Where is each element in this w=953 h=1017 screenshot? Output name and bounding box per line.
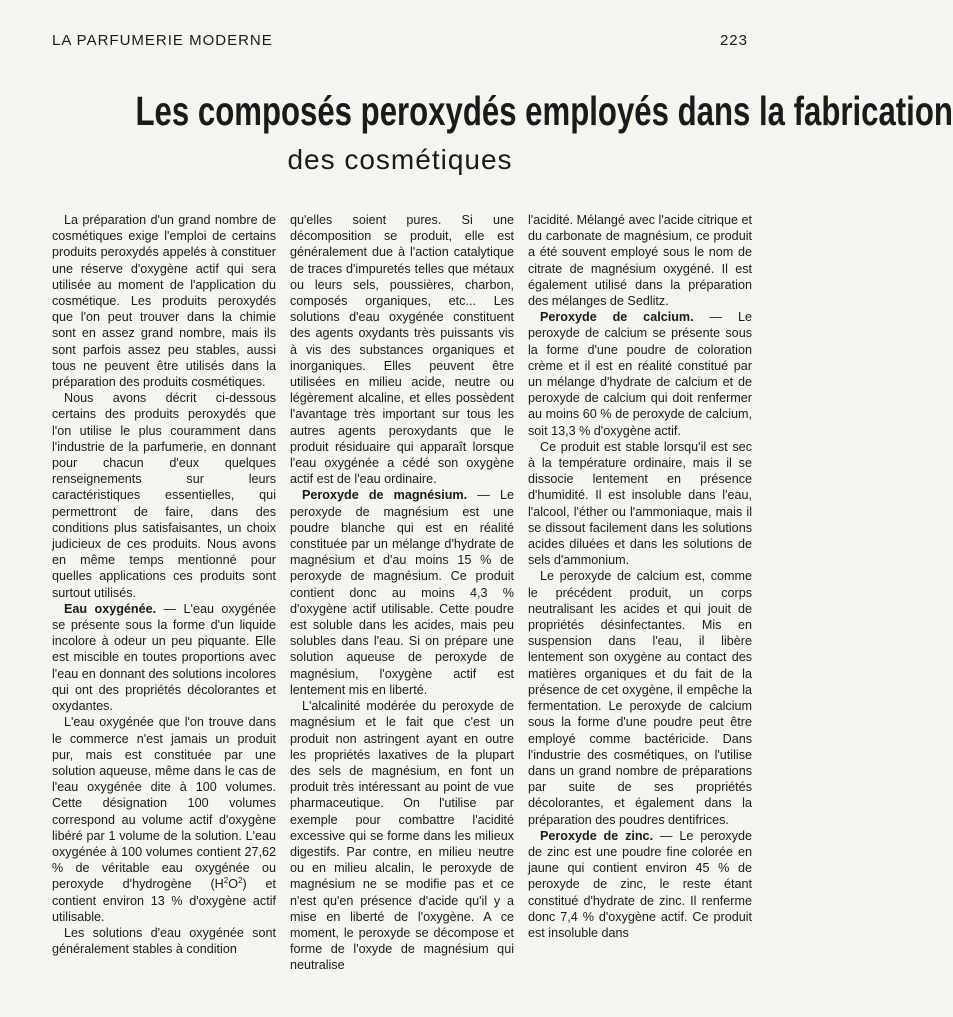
- paragraph: Peroxyde de calcium. — Le peroxyde de calcium se présente sous la forme d'une poudre de coloration crème et il est en réalité constitué par un mélange d'hydrate de calcium et de peroxyde de calcium qui doit renfermer au moins 60 % de peroxyde de calcium, soit 13,3 % d'oxygène actif.: [528, 310, 752, 438]
- paragraph: Peroxyde de zinc. — Le peroxyde de zinc est une poudre fine colorée en jaune qui contient environ 45 % de peroxyde de zinc, le reste étant constitué d'hydrate de zinc. Il renferme donc 7,4 % d'oxygène actif. Ce produit est insoluble dans: [528, 828, 752, 940]
- paragraph: qu'elles soient pures. Si une décomposition se produit, elle est généralement due à l'action catalytique de traces d'impuretés telles que métaux ou leurs sels, poussières, charbon, composés organiques, etc... Les solutions d'eau oxygénée constituent des agents oxydants très puissants vis à vis des substances organiques et inorganiques. Elles peuvent être utilisées en milieu acide, neutre ou légèrement alcaline, et elles possèdent l'avantage très important sur tous les autres agents peroxydants que le produit résiduaire qui apparaît lorsque l'eau oxygénée a cédé son oxygène actif est de l'eau ordinaire.: [290, 213, 514, 487]
- paragraph: Le peroxyde de calcium est, comme le précédent produit, un corps neutralisant les acides et qui jouit de propriétés désinfectantes. Mis en suspension dans l'eau, il libère lentement son oxygène au contact des matières organiques et du fait de la présence de cet oxygène, il empêche la fermentation. Le peroxyde de calcium sous la forme d'une poudre peut être employé comme bactéricide. Dans l'industrie des cosmétiques, on l'utilise dans un grand nombre de préparations par suite de ses propriétés décolorantes, et également dans la préparation des poudres dentifrices.: [528, 569, 752, 827]
- section-heading-eau-oxygenee: Eau oxygénée.: [64, 601, 157, 616]
- article-subtitle: des cosmétiques: [287, 144, 513, 175]
- section-heading-peroxyde-calcium: Peroxyde de calcium.: [540, 310, 694, 325]
- paragraph: Nous avons décrit ci-dessous certains des produits peroxydés que l'on utilise le plus couramment dans l'industrie de la parfumerie, en donnant pour chacun d'eux quelques renseignements sur leurs caractéristiques essentielles, qui permettront de faire, dans des conditions plus satisfaisantes, un choix judicieux de ces produits. Nous avons en même temps mentionné pour quelles applications ces produits sont surtout utilisés.: [52, 391, 276, 600]
- paragraph: l'acidité. Mélangé avec l'acide citrique et du carbonate de magnésium, ce produit a été souvent employé sous le nom de citrate de magnésium oxygéné. Il est également utilisé dans la préparation des mélanges de Sedlitz.: [528, 213, 752, 309]
- paragraph: L'eau oxygénée que l'on trouve dans le commerce n'est jamais un produit pur, mais est constituée par une solution aqueuse, même dans le cas de l'eau oxygénée dite à 100 volumes. Cette désignation 100 volumes correspond au volume actif d'oxygène libéré par 1 volume de la solution. L'eau oxygénée à 100 volumes contient 27,62 % de véritable eau oxygénée ou peroxyde d'hydrogène $(H^2O^2)$ et contient environ 13 % d'oxygène actif utilisable.: [52, 715, 276, 924]
- page-number: 223: [719, 32, 748, 49]
- paragraph: L'alcalinité modérée du peroxyde de magnésium et le fait que c'est un produit non astringent ayant en outre les propriétés laxatives de la plupart des sels de magnésium, en font un produit très intéressant au point de vue pharmaceutique. On l'utilise par exemple pour combattre l'acidité excessive qui se forme dans les milieux digestifs. Par contre, en milieu neutre ou en milieu alcalin, le peroxyde de magnésium ne se modifie pas et ce n'est qu'en présence d'acide qu'il y a mise en liberté de l'oxygène. A ce moment, le peroxyde se décompose et forme de l'oxyde de magnésium qui neutralise: [290, 699, 514, 973]
- section-heading-peroxyde-zinc: Peroxyde de zinc.: [540, 828, 654, 843]
- paragraph: La préparation d'un grand nombre de cosmétiques exige l'emploi de certains produits peroxydés appelés à constituer une réserve d'oxygène actif qui sera utilisée au moment de l'application du cosmétique. Les produits peroxydés que l'on peut trouver dans la chimie sont en assez grand nombre, mais ils sont parfois assez peu stables, aussi tous ne peuvent être utilisés dans la préparation des produits cosmétiques.: [52, 213, 276, 390]
- paragraph: Eau oxygénée. — L'eau oxygénée se présente sous la forme d'un liquide incolore à odeur un peu piquante. Elle est miscible en toutes proportions avec l'eau en donnant des solutions incolores qui ont des propriétés décolorantes et oxydantes.: [52, 601, 276, 714]
- column-2: [290, 212, 514, 974]
- paragraph: Les solutions d'eau oxygénée sont généralement stables à condition: [52, 925, 276, 957]
- article-body: [52, 212, 752, 974]
- section-heading-peroxyde-magnesium: Peroxyde de magnésium.: [302, 488, 468, 503]
- article-title: Les composés peroxydés employés dans la fabrication: [135, 88, 953, 134]
- column-1: [52, 212, 276, 974]
- journal-name: LA PARFUMERIE MODERNE: [52, 32, 273, 49]
- column-3: [528, 212, 752, 974]
- running-header: [52, 32, 748, 49]
- paragraph: Ce produit est stable lorsqu'il est sec à la température ordinaire, mais il se dissocie lentement en présence d'humidité. Il est insoluble dans l'eau, l'alcool, l'éther ou l'ammoniaque, mais il se dissout facilement dans les solutions acides diluées et dans les solutions de sels d'ammonium.: [528, 439, 752, 568]
- paragraph: Peroxyde de magnésium. — Le peroxyde de magnésium est une poudre blanche qui est en réalité constituée par un mélange d'hydrate de magnésium et d'au moins 15 % de peroxyde de magnésium. Ce produit contient donc au moins 4,3 % d'oxygène actif utilisable. Cette poudre est soluble dans les acides, mais peu solubles dans l'eau. Si on prépare une solution aqueuse de peroxyde de magnésium, l'oxygène actif est lentement mis en liberté.: [290, 488, 514, 697]
